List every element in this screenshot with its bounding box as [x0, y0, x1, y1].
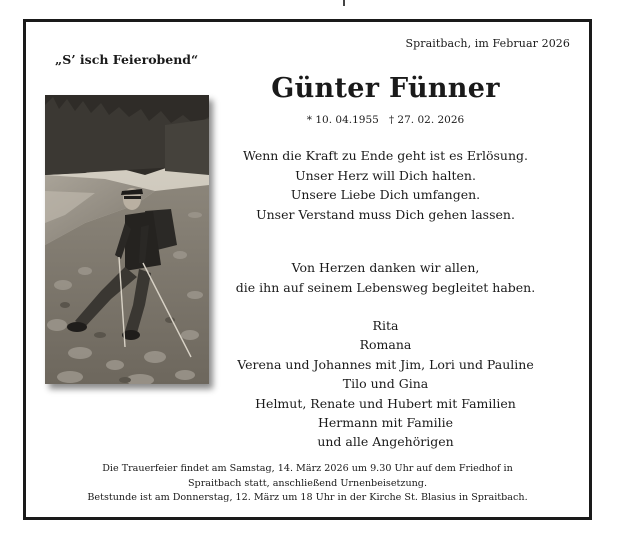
mourner-entry: Rita — [372, 318, 399, 333]
thanks-line: die ihn auf seinem Lebensweg begleitet haben. — [235, 279, 536, 295]
mourner-entry: Tilo und Gina — [342, 376, 429, 392]
thanks-line: Von Herzen danken wir allen, — [291, 260, 480, 275]
mourner-entry: Romana — [359, 337, 412, 353]
verse-line: Unser Verstand muss Dich gehen lassen. — [256, 206, 515, 222]
obituary-frame — [23, 19, 592, 520]
mourner-entry: Verena und Johannes mit Jim, Lori und Pauline — [237, 356, 534, 372]
portrait-photo — [45, 95, 209, 384]
deceased-name: Günter Fünner — [271, 73, 500, 104]
top-crop-mark — [343, 0, 345, 6]
service-line: Betstunde ist am Donnerstag, 12. März um 18 Uhr in der Kirche St. Blasius in Spraitbach. — [87, 492, 528, 503]
life-dates — [208, 114, 563, 126]
mourners-list — [208, 316, 563, 452]
thanks-text — [208, 258, 563, 297]
service-line: Spraitbach statt, anschließend Urnenbeisetzung. — [187, 477, 427, 489]
mourner-entry: Hermann mit Familie — [317, 415, 454, 431]
birth-date: * 10. 04.1955 — [306, 114, 379, 126]
mourner-entry: und alle Angehörigen — [317, 434, 454, 450]
verse-line: Wenn die Kraft zu Ende geht ist es Erlösung. — [243, 148, 528, 163]
death-date: † 27. 02. 2026 — [388, 114, 465, 126]
memorial-verse — [208, 146, 563, 224]
place-date: Spraitbach, im Februar 2026 — [405, 37, 570, 50]
verse-line: Unser Herz will Dich halten. — [295, 167, 476, 183]
motto: „S’ isch Feierobend“ — [55, 52, 199, 67]
service-details — [36, 462, 579, 506]
verse-line: Unsere Liebe Dich umfangen. — [290, 187, 481, 202]
mourner-entry: Helmut, Renate und Hubert mit Familien — [255, 395, 516, 411]
service-line: Die Trauerfeier findet am Samstag, 14. März 2026 um 9.30 Uhr auf dem Friedhof in — [102, 463, 513, 474]
